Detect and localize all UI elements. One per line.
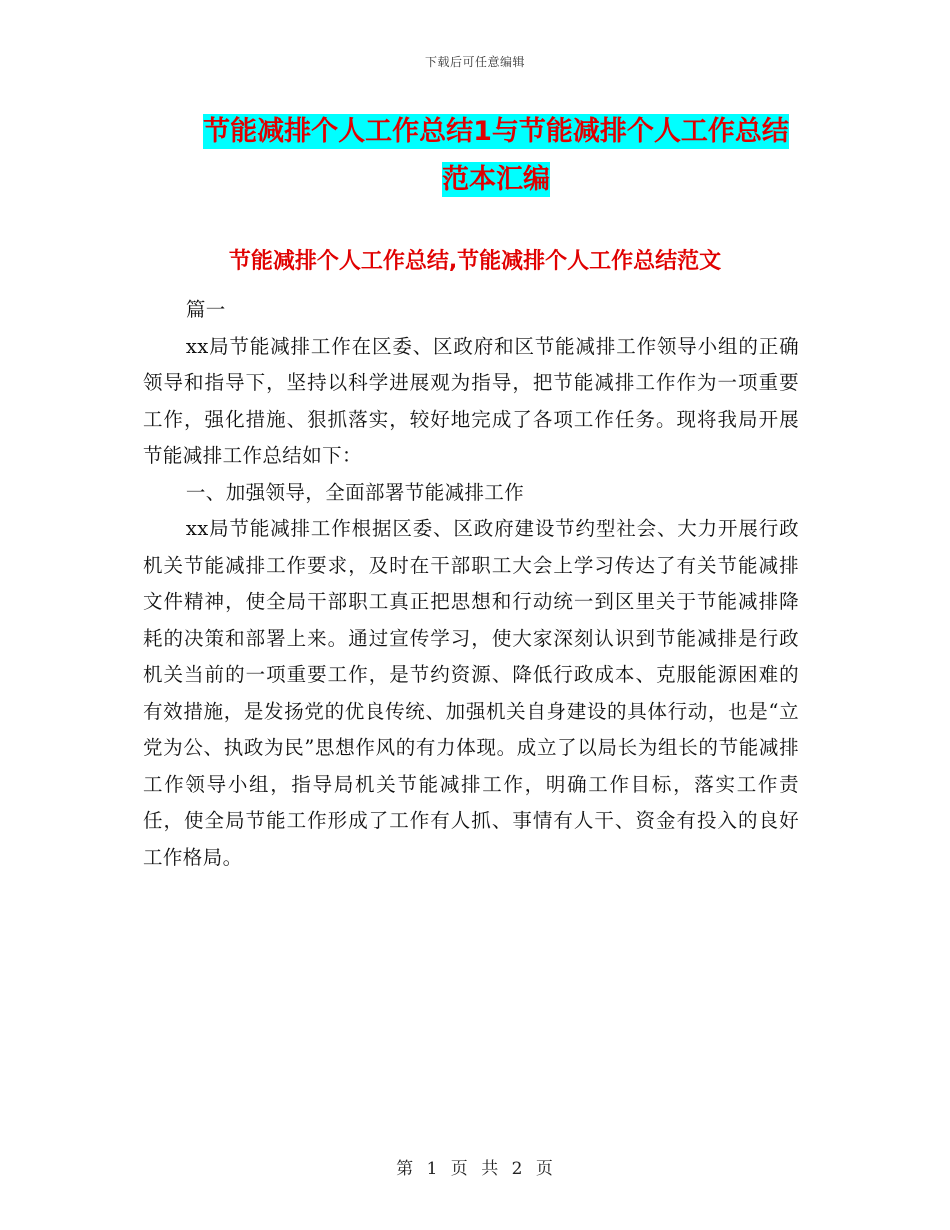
page-number: 第 1 页 共 2 页 [396, 1159, 554, 1179]
document-subtitle: 节能减排个人工作总结,节能减排个人工作总结范文 [228, 249, 722, 274]
paragraph-content: xx局节能减排工作根据区委、区政府建设节约型社会、大力开展行政机关节能减排工作要求，及时在干部职工大会上学习传达了有关节能减排文件精神，使全局干部职工真正把思想和行动统一到区里关于节能减排降耗的决策和部署上来。通过宣传学习，使大家深刻认识到节能减排是行政机关当前的一项重要工作，是节约资源、降低行政成本、克服能源困难的有效措施，是发扬党的优良传统、加强机关自身建设的具体行动，也是“立党为公、执政为民”思想作风的有力体现。成立了以局长为组长的节能减排工作领导小组，指导局机关节能减排工作，明确工作目标，落实工作责任，使全局节能工作形成了工作有人抓、事情有人干、资金有投入的良好工作格局。 [143, 517, 799, 869]
page-header-note: 下载后可任意编辑 [424, 55, 525, 69]
paragraph-heading: 一、加强领导，全面部署节能减排工作 [185, 480, 525, 504]
document-title-text: 节能减排个人工作总结1与节能减排个人工作总结范本汇编 [203, 116, 789, 195]
paragraph-section-label: 篇一 [185, 298, 226, 321]
paragraph-intro: xx局节能减排工作在区委、区政府和区节能减排工作领导小组的正确领导和指导下，坚持以科学进展观为指导，把节能减排工作作为一项重要工作，强化措施、狠抓落实，较好地完成了各项工作任务。现将我局开展节能减排工作总结如下： [143, 334, 799, 467]
document-body [143, 292, 799, 876]
document-title [190, 108, 802, 204]
